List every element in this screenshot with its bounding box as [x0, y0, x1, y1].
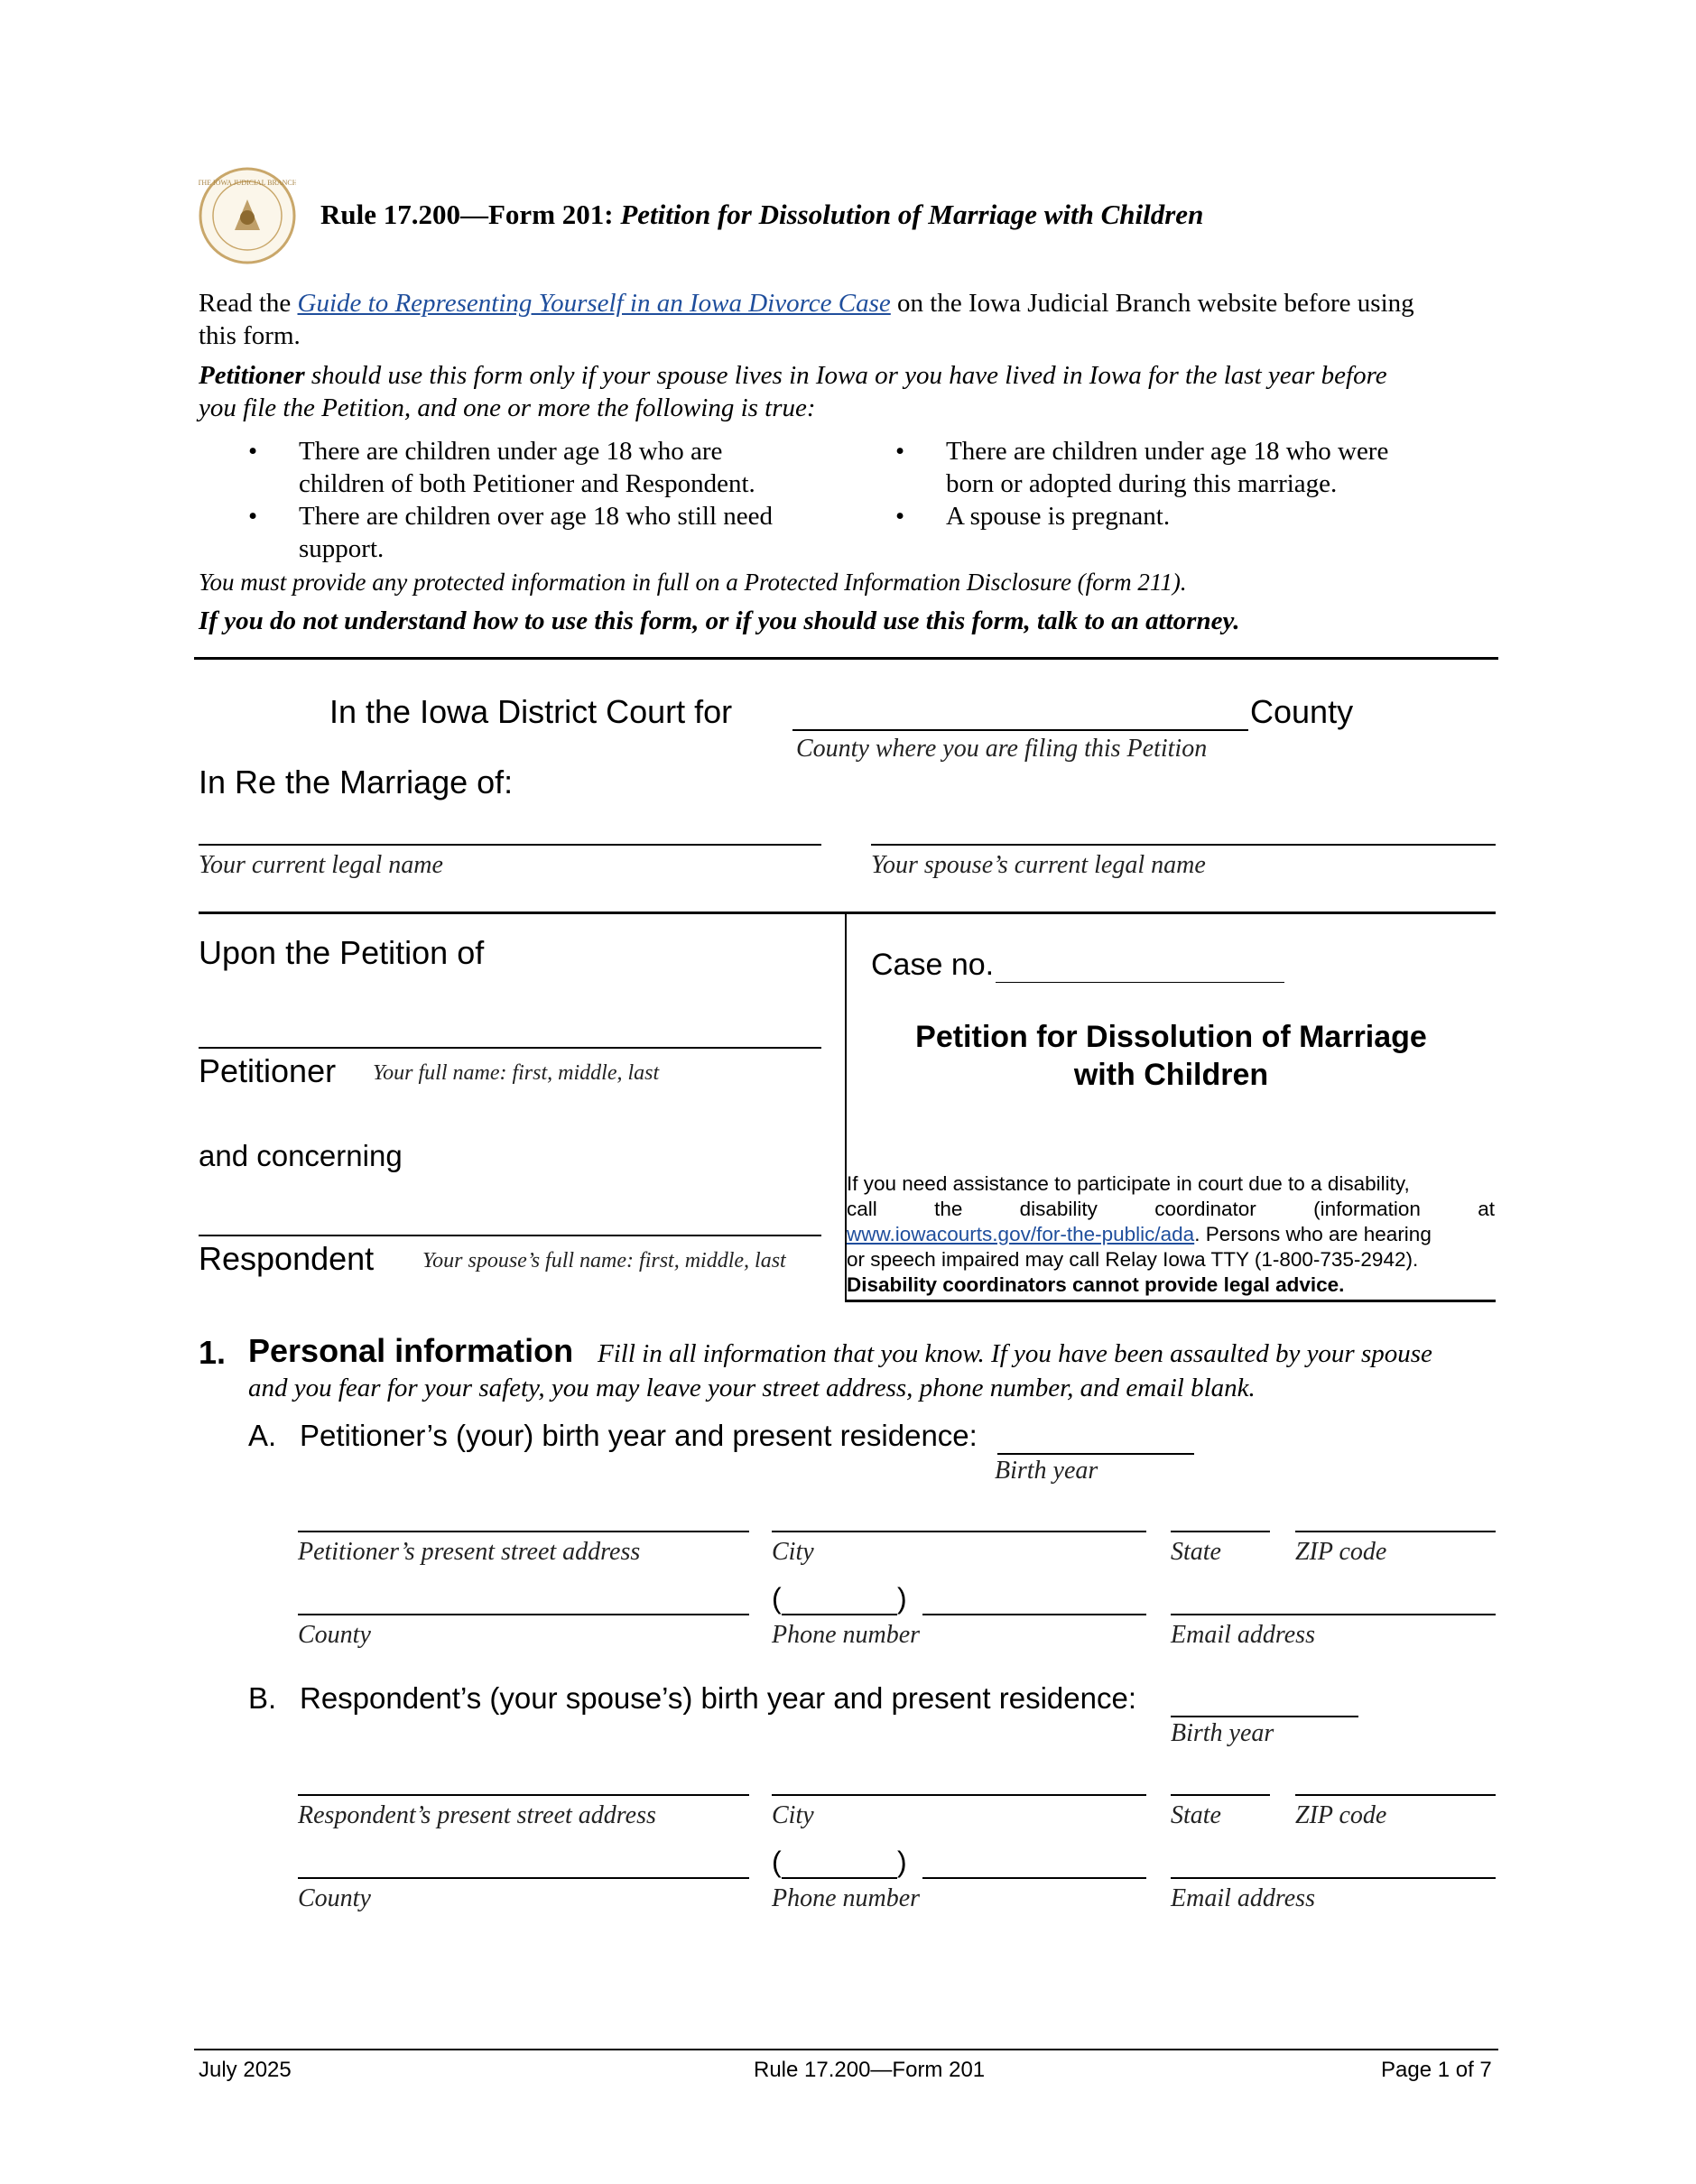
respondent-hint: Your spouse’s full name: first, middle, last [422, 1249, 786, 1272]
section-instructions-cont: and you fear for your safety, you may leave your street address, phone number, and email blank. [248, 1374, 1256, 1402]
list-item: • There are children over age 18 who still need support. [248, 502, 774, 563]
respondent-zip-field[interactable] [1295, 1794, 1496, 1796]
petitioner-area-code-field[interactable] [782, 1614, 897, 1615]
ada-notice: If you need assistance to participate in court due to a disability, call the disability coordinator (information at www.iowacourts.gov/for-the-public/ada. Persons who are hearing or speech impaired may call Relay Iowa TTY (1-800-735-2942). Disability coordinators cannot provide legal advice. [847, 1172, 1495, 1296]
form-name: Petition for Dissolution of Marriage with Children [620, 199, 1204, 230]
street-hint: Respondent’s present street address [298, 1801, 656, 1829]
zip-hint: ZIP code [1295, 1538, 1387, 1566]
attorney-note: If you do not understand how to use this form, or if you should use this form, talk to an attorney. [199, 606, 1240, 635]
footer-page: Page 1 of 7 [1381, 2058, 1492, 2082]
iowa-judicial-branch-seal [199, 167, 296, 264]
footer-form: Rule 17.200—Form 201 [754, 2058, 986, 2082]
list-item: • There are children under age 18 who were born or adopted during this marriage. [895, 437, 1389, 498]
rule-number: Rule 17.200—Form 201: [320, 199, 614, 230]
petitioner-state-field[interactable] [1171, 1531, 1270, 1532]
form-title [320, 199, 1203, 231]
caption-bottom-border [845, 1300, 1496, 1302]
petitioner-city-field[interactable] [772, 1531, 1146, 1532]
item-b-text: Respondent’s (your spouse’s) birth year and present residence: [300, 1681, 1136, 1715]
section-number: 1. [199, 1334, 227, 1371]
respondent-name-field[interactable] [199, 1235, 821, 1236]
ada-link[interactable]: www.iowacourts.gov/for-the-public/ada [847, 1223, 1195, 1245]
spouse-name-hint: Your spouse’s current legal name [871, 851, 1206, 879]
respondent-street-field[interactable] [298, 1794, 749, 1796]
area-code-close: ) [897, 1846, 907, 1878]
bullet-list-right [895, 435, 1388, 532]
area-code-close: ) [897, 1582, 907, 1615]
respondent-email-field[interactable] [1171, 1877, 1496, 1879]
respondent-phone-field[interactable] [922, 1877, 1146, 1879]
respondent-state-field[interactable] [1171, 1794, 1270, 1796]
city-hint: City [772, 1538, 814, 1566]
list-item: • There are children under age 18 who are children of both Petitioner and Respondent. [248, 437, 755, 498]
respondent-county-field[interactable] [298, 1877, 749, 1879]
email-hint: Email address [1171, 1621, 1315, 1649]
respondent-birth-year-field[interactable] [1171, 1716, 1358, 1717]
petitioner-hint: Your full name: first, middle, last [373, 1061, 660, 1085]
list-item: • A spouse is pregnant. [895, 502, 1171, 531]
petitioner-eligibility: Petitioner should use this form only if your spouse lives in Iowa or you have lived in Iowa for the last year before [199, 361, 1387, 390]
spouse-name-field[interactable] [871, 844, 1496, 846]
county-field[interactable] [792, 729, 1248, 731]
petitioner-email-field[interactable] [1171, 1614, 1496, 1615]
intro-read: Read the Guide to Representing Yourself in an Iowa Divorce Case on the Iowa Judicial Branch website before using [199, 289, 1414, 318]
intro-read-cont: this form. [199, 321, 301, 350]
petitioner-birth-year-field[interactable] [997, 1453, 1194, 1455]
street-hint: Petitioner’s present street address [298, 1538, 641, 1566]
your-name-field[interactable] [199, 844, 821, 846]
your-name-hint: Your current legal name [199, 851, 443, 879]
birth-year-hint: Birth year [995, 1457, 1098, 1485]
respondent-city-field[interactable] [772, 1794, 1146, 1796]
guide-link[interactable]: Guide to Representing Yourself in an Iowa Divorce Case [297, 289, 891, 318]
svg-text:THE IOWA JUDICIAL BRANCH: THE IOWA JUDICIAL BRANCH [199, 179, 296, 187]
document-title: Petition for Dissolution of Marriage with Children [915, 1020, 1427, 1092]
protected-info-note: You must provide any protected information in full on a Protected Information Disclosure (form 211). [199, 569, 1187, 596]
state-hint: State [1171, 1801, 1221, 1829]
upon-petition-label: Upon the Petition of [199, 934, 485, 971]
county-hint: County where you are filing this Petition [796, 735, 1208, 763]
county-label: County [298, 1621, 371, 1649]
phone-hint: Phone number [772, 1621, 921, 1649]
in-re-heading: In Re the Marriage of: [199, 763, 514, 800]
county-word: County [1250, 693, 1354, 730]
respondent-area-code-field[interactable] [782, 1877, 897, 1879]
county-label: County [298, 1884, 371, 1912]
case-number-field[interactable] [996, 982, 1284, 983]
birth-year-hint: Birth year [1171, 1719, 1274, 1747]
case-number-label: Case no. [871, 948, 995, 982]
petitioner-name-field[interactable] [199, 1047, 821, 1049]
court-heading: In the Iowa District Court for [329, 693, 733, 730]
petitioner-phone-field[interactable] [922, 1614, 1146, 1615]
bullet-list-left [248, 435, 773, 565]
state-hint: State [1171, 1538, 1221, 1566]
item-a-text: Petitioner’s (your) birth year and present residence: [300, 1419, 978, 1452]
caption-top-border [199, 912, 1496, 914]
item-b-letter: B. [248, 1681, 277, 1715]
petitioner-county-field[interactable] [298, 1614, 749, 1615]
petitioner-eligibility-cont: you file the Petition, and one or more the following is true: [199, 393, 816, 422]
footer-date: July 2025 [199, 2058, 292, 2082]
footer-rule [194, 2049, 1498, 2050]
divider [194, 657, 1498, 660]
petitioner-street-field[interactable] [298, 1531, 749, 1532]
city-hint: City [772, 1801, 814, 1829]
phone-hint: Phone number [772, 1884, 921, 1912]
petitioner-label: Petitioner [199, 1052, 337, 1089]
email-hint: Email address [1171, 1884, 1315, 1912]
respondent-label: Respondent [199, 1240, 375, 1277]
area-code-open: ( [772, 1582, 782, 1615]
item-a-letter: A. [248, 1419, 277, 1452]
section-instructions: Fill in all information that you know. If you have been assaulted by your spouse [598, 1339, 1432, 1368]
zip-hint: ZIP code [1295, 1801, 1387, 1829]
section-heading: Personal information [248, 1332, 574, 1369]
petitioner-zip-field[interactable] [1295, 1531, 1496, 1532]
area-code-open: ( [772, 1846, 782, 1878]
and-concerning-label: and concerning [199, 1139, 403, 1172]
